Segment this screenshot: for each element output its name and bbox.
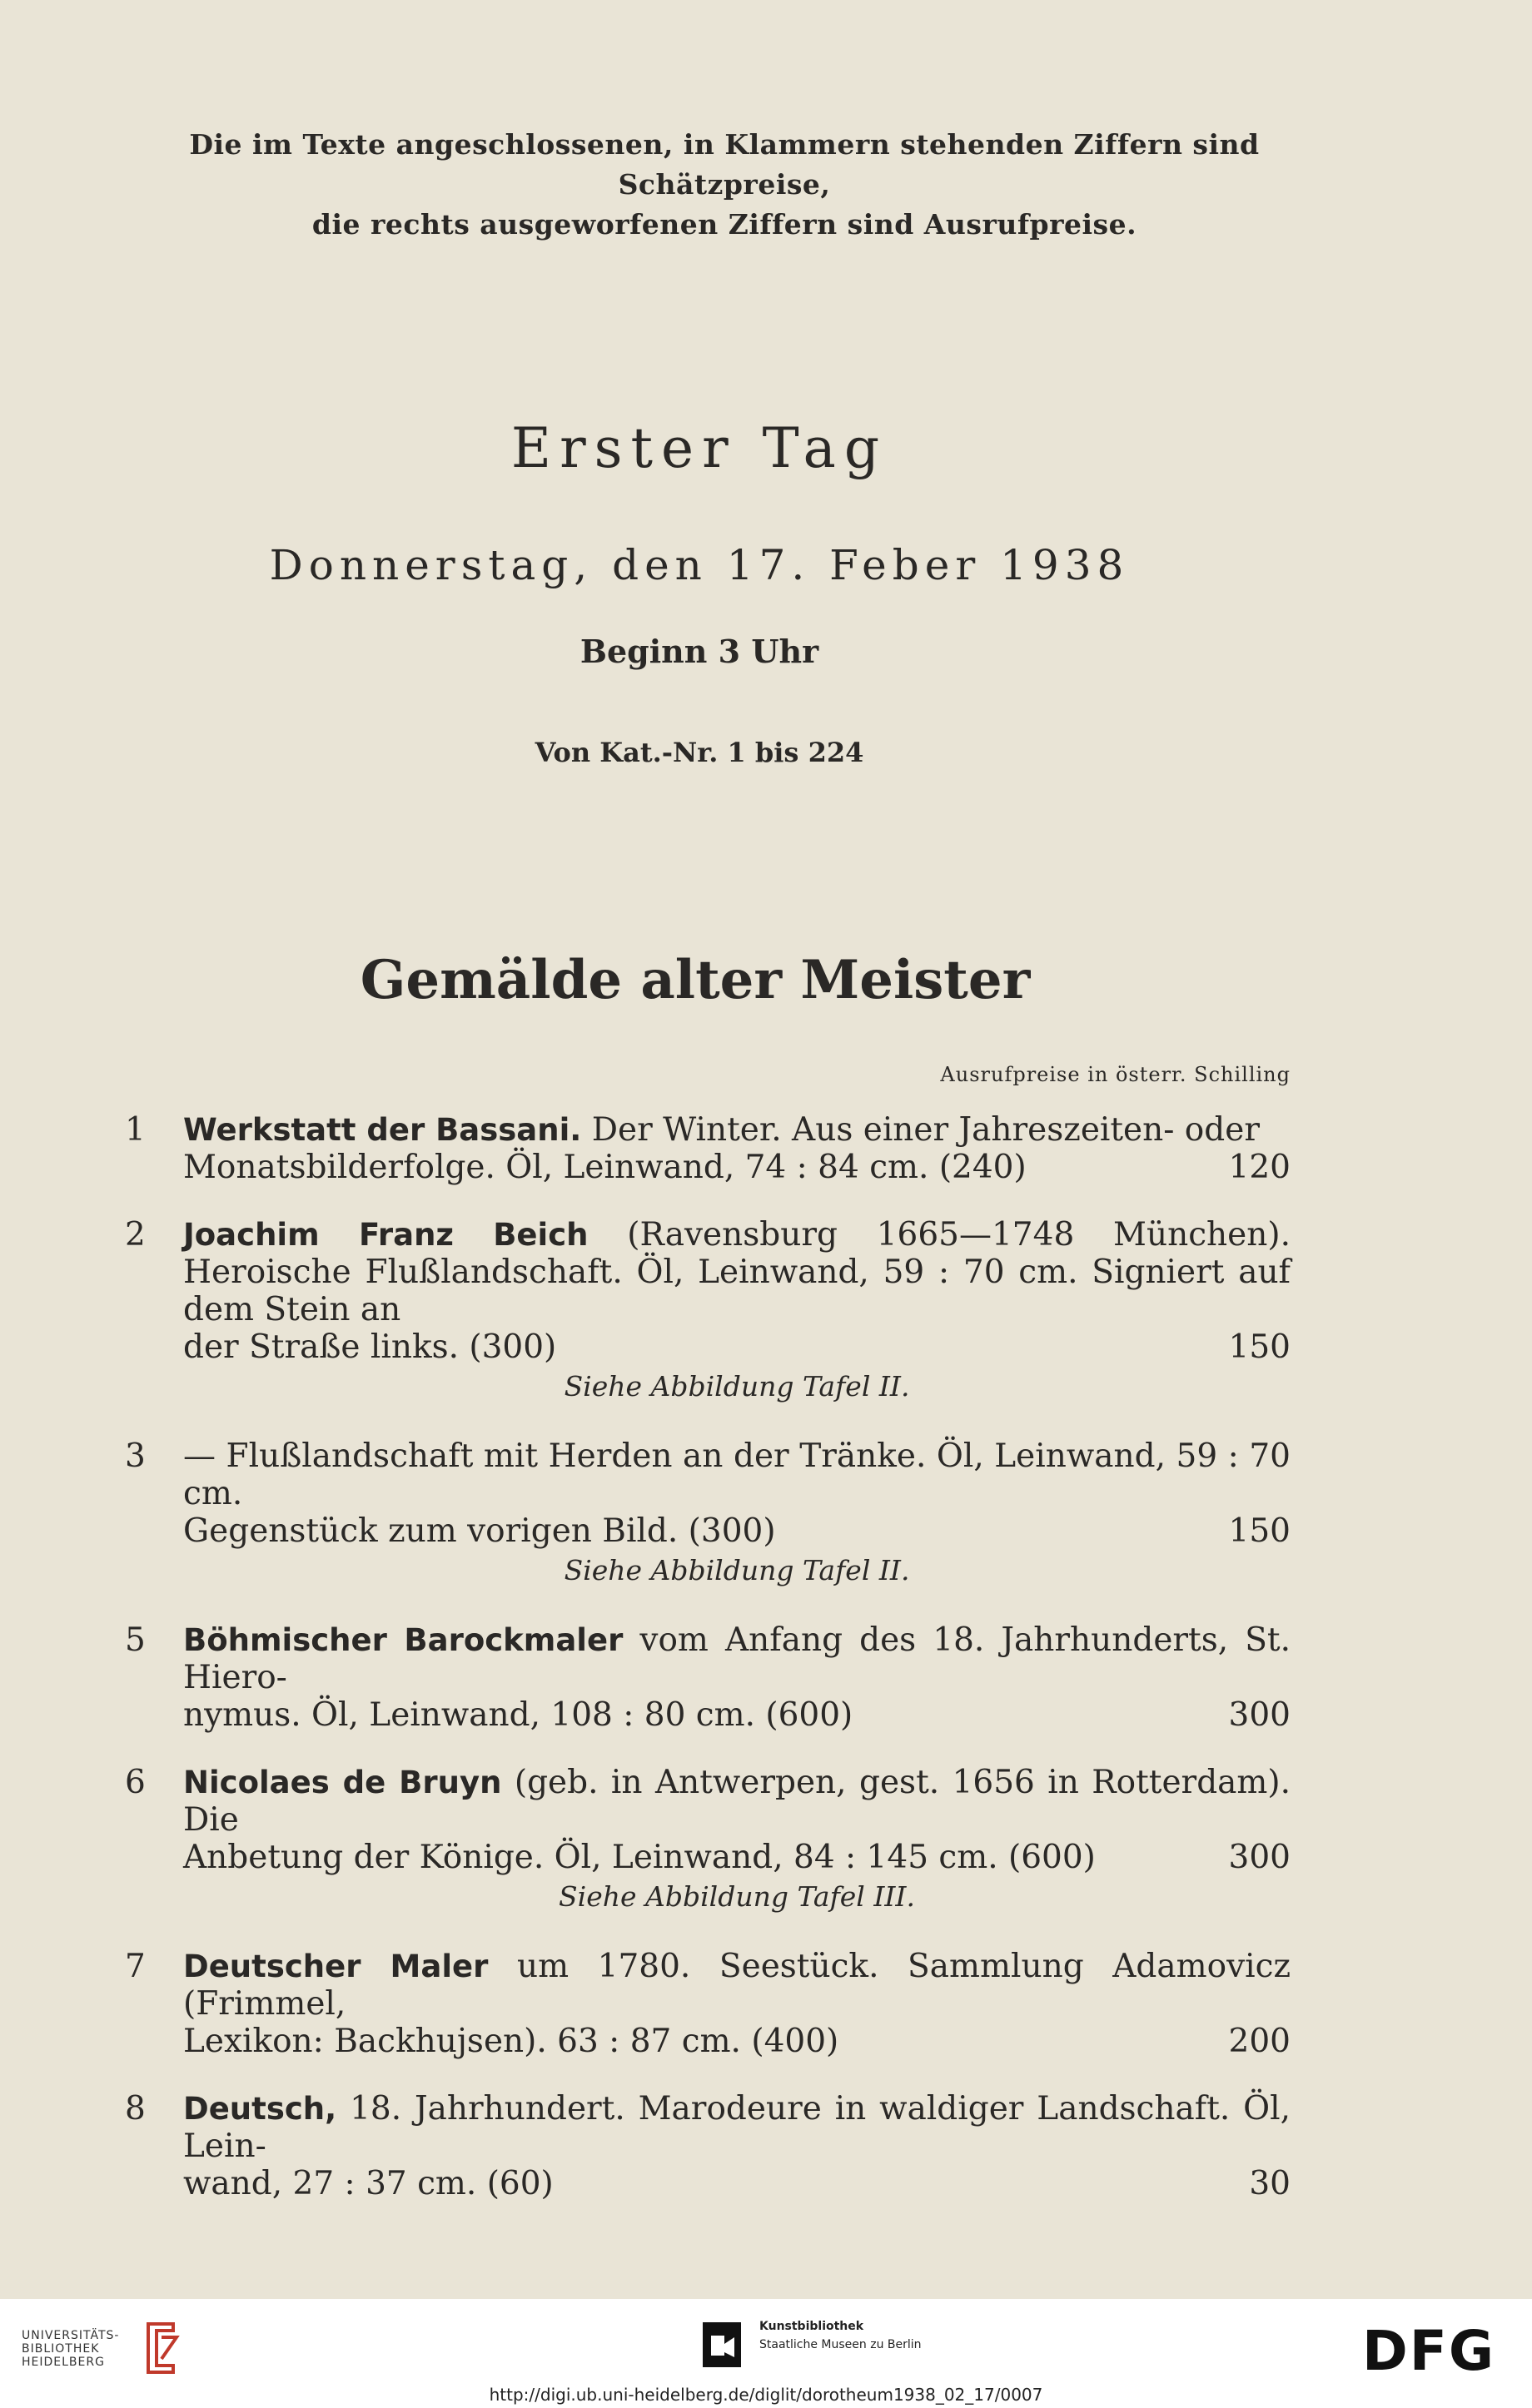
plate-reference: Siehe Abbildung Tafel III. [559,1880,915,1913]
lot-price-line [183,1328,1291,1366]
lot-number: 6 [125,1764,146,1801]
lot-price: 200 [1228,2023,1291,2060]
lot-entry [125,1216,1291,1408]
uni-line-2: BIBLIOTHEK [22,2342,100,2356]
university-library-logo[interactable] [22,2329,119,2369]
lot-price-line [183,2165,1291,2202]
lot-number: 5 [125,1621,146,1659]
kb-subtitle: Staatliche Museen zu Berlin [759,2338,922,2351]
lot-artist: Werkstatt der Bassani. [183,1112,582,1148]
plate-reference: Siehe Abbildung Tafel II. [564,1554,910,1586]
lot-text: (Ravensburg 1665—1748 München). Heroische Flußlandschaft. Öl, Leinwand, 59 : 70 cm. Signiert auf dem Stein an [183,1216,1291,1328]
lot-text: Der Winter. Aus einer Jahreszeiten- oder [581,1111,1260,1149]
library-mark-icon [140,2319,182,2377]
uni-line-3: HEIDELBERG [22,2356,105,2369]
lot-description [183,1437,1291,1512]
lot-text-end: Anbetung der Könige. Öl, Leinwand, 84 : 145 cm. (600) [183,1839,1096,1876]
lot-description [183,1621,1291,1696]
lot-artist: Nicolaes de Bruyn [183,1765,502,1800]
lot-artist: Deutscher Maler [183,1949,489,1984]
kunstbibliothek-logo[interactable] [759,2317,922,2354]
auction-date: Donnerstag, den 17. Feber 1938 [269,541,1130,589]
section-title: Gemälde alter Meister [360,949,1031,1011]
lot-entry [125,1948,1291,2060]
lot-price: 120 [1228,1149,1291,1186]
lot-description [183,1111,1291,1149]
lot-entry [125,1111,1291,1186]
lot-description [183,1764,1291,1839]
lot-price-line [183,1149,1291,1186]
source-url[interactable]: http://digi.ub.uni-heidelberg.de/diglit/dorotheum1938_02_17/0007 [489,2385,1043,2405]
lot-number: 1 [125,1111,146,1149]
currency-note: Ausrufpreise in österr. Schilling [940,1063,1291,1086]
lot-description [183,2090,1291,2165]
lot-description [183,1948,1291,2023]
price-notice [83,125,1365,245]
lot-number: 2 [125,1216,146,1254]
lot-number: 3 [125,1437,146,1475]
lot-price-line [183,1839,1291,1876]
day-title: Erster Tag [510,416,888,480]
notice-line-1: Die im Texte angeschlossenen, in Klammern stehenden Ziffern sind Schätzpreise, [189,128,1260,201]
lot-text-end: nymus. Öl, Leinwand, 108 : 80 cm. (600) [183,1696,853,1734]
kb-name: Kunstbibliothek [759,2320,864,2333]
lot-artist: Joachim Franz Beich [183,1217,589,1253]
lot-description [183,1216,1291,1328]
uni-line-1: UNIVERSITÄTS- [22,2329,120,2342]
notice-line-2: die rechts ausgeworfenen Ziffern sind Ausrufpreise. [311,208,1137,241]
lot-entry [125,1764,1291,1918]
lot-text-end: wand, 27 : 37 cm. (60) [183,2165,554,2202]
lot-text-end: der Straße links. (300) [183,1328,557,1366]
kunstbibliothek-logo-icon [699,2319,744,2371]
dfg-logo[interactable]: DFG [1362,2319,1496,2383]
lot-price: 150 [1228,1512,1291,1550]
lot-price: 300 [1228,1696,1291,1734]
lot-text: 18. Jahrhundert. Marodeure in waldiger Landschaft. Öl, Lein- [183,2090,1291,2165]
lot-price-line [183,1512,1291,1550]
lot-artist: Böhmischer Barockmaler [183,1622,624,1658]
lot-list [125,1111,1291,2232]
digitization-footer [0,2299,1532,2408]
lot-text-end: Monatsbilderfolge. Öl, Leinwand, 74 : 84 cm. (240) [183,1149,1027,1186]
catalog-range: Von Kat.-Nr. 1 bis 224 [535,737,864,768]
lot-text-end: Gegenstück zum vorigen Bild. (300) [183,1512,776,1550]
lot-text: um 1780. Seestück. Sammlung Adamovicz (Frimmel, [183,1948,1291,2023]
lot-text-end: Lexikon: Backhujsen). 63 : 87 cm. (400) [183,2023,839,2060]
lot-price-line [183,2023,1291,2060]
lot-text: (geb. in Antwerpen, gest. 1656 in Rotterdam). Die [183,1764,1291,1839]
lot-number: 7 [125,1948,146,1985]
plate-reference: Siehe Abbildung Tafel II. [564,1370,910,1403]
lot-text: vom Anfang des 18. Jahrhunderts, St. Hiero- [183,1621,1291,1696]
lot-artist: Deutsch, [183,2091,337,2127]
lot-price-line [183,1696,1291,1734]
start-time: Beginn 3 Uhr [579,633,819,670]
lot-text: — Flußlandschaft mit Herden an der Tränke. Öl, Leinwand, 59 : 70 cm. [183,1437,1291,1512]
lot-entry [125,1621,1291,1734]
lot-price: 150 [1228,1328,1291,1366]
lot-entry [125,1437,1291,1591]
lot-entry [125,2090,1291,2202]
lot-number: 8 [125,2090,146,2127]
lot-price: 300 [1228,1839,1291,1876]
lot-price: 30 [1249,2165,1291,2202]
